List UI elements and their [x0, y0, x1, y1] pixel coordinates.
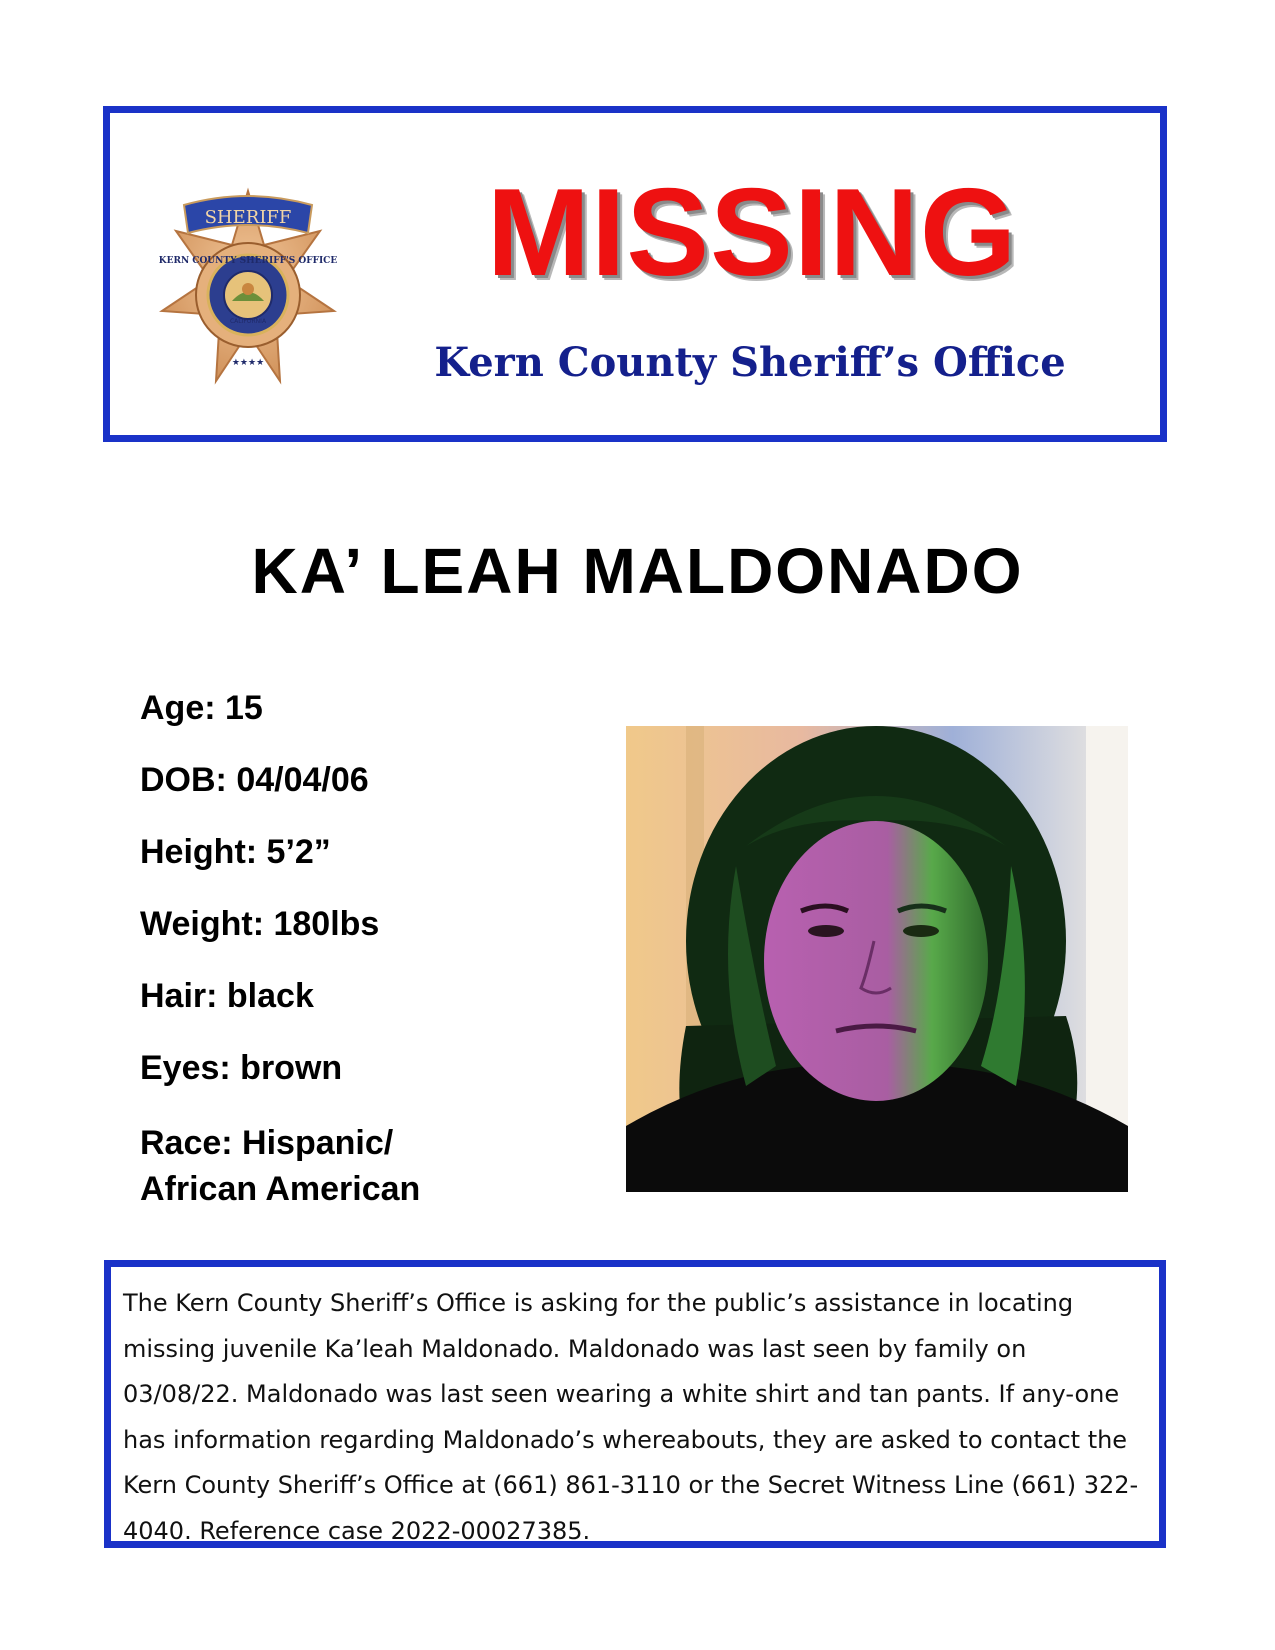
- detail-race-line2: African American: [140, 1170, 421, 1208]
- notice-box: [104, 1260, 1166, 1548]
- office-title: Kern County Sheriff’s Office: [434, 339, 1066, 386]
- detail-dob: DOB: 04/04/06: [140, 761, 369, 799]
- detail-race: [140, 1120, 560, 1212]
- badge-stars: ★★★★: [231, 358, 265, 368]
- detail-age: Age: 15: [140, 689, 263, 727]
- sheriff-badge-icon: [148, 183, 348, 395]
- notice-text: The Kern County Sheriff’s Office is asking for the public’s assistance in locating missing juvenile Ka’leah Maldonado. Maldonado was last seen by family on 03/08/22. Maldonado was last seen wearing a white shirt and tan pants. If any-one has information regarding Maldonado’s whereabouts, they are asked to contact the Kern County Sheriff’s Office at (661) 861-3110 or the Secret Witness Line (661) 322-4040. Reference case 2022-00027385.: [123, 1289, 1139, 1545]
- detail-eyes: Eyes: brown: [140, 1049, 343, 1087]
- missing-title: MISSING: [486, 164, 1018, 302]
- detail-race-line1: Race: Hispanic/: [140, 1124, 394, 1162]
- header-box: [103, 106, 1167, 442]
- detail-weight: Weight: 180lbs: [140, 905, 380, 943]
- person-details: [140, 688, 560, 1244]
- person-name: KA’ LEAH MALDONADO: [251, 535, 1024, 607]
- person-photo: [626, 726, 1128, 1192]
- detail-hair: Hair: black: [140, 977, 314, 1015]
- badge-banner-text: SHERIFF: [204, 207, 292, 228]
- badge-seal-text: CALIFORNIA: [229, 318, 267, 325]
- detail-height: Height: 5’2”: [140, 833, 331, 871]
- badge-ring-text: KERN COUNTY SHERIFF'S OFFICE: [158, 256, 338, 266]
